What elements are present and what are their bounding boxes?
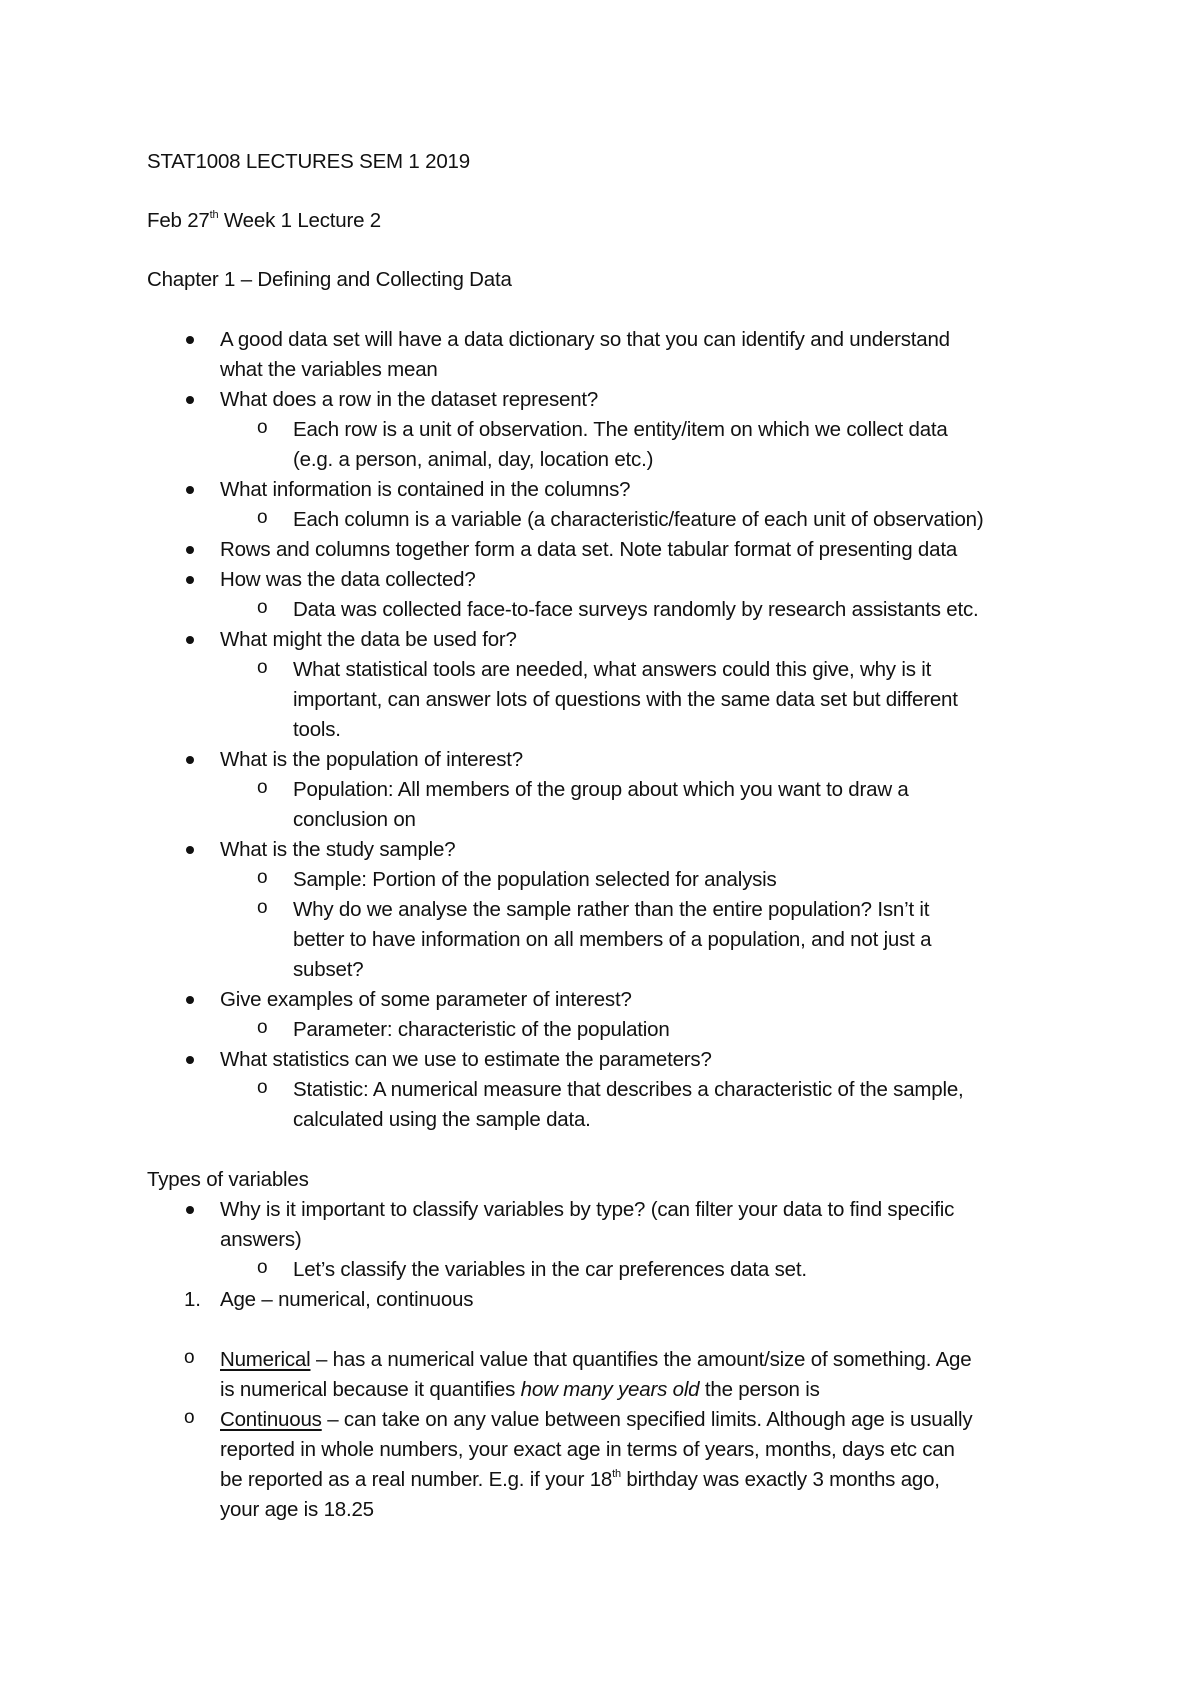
list-item-text: Population: All members of the group about which you want to draw a — [293, 778, 909, 801]
definition-text: be reported as a real number. E.g. if your 18 — [220, 1468, 613, 1491]
list-item-text: answers) — [220, 1228, 302, 1251]
sub-bullet-icon: o — [184, 1407, 195, 1428]
list-item-text: calculated using the sample data. — [293, 1108, 591, 1131]
sub-bullet-icon: o — [257, 777, 268, 798]
list-item-text: subset? — [293, 958, 364, 981]
definition-superscript: th — [612, 1468, 621, 1481]
definition-text: the person is — [699, 1378, 820, 1401]
sub-bullet-icon: o — [257, 1017, 268, 1038]
bullet-dot-icon — [186, 1056, 194, 1064]
document-title: STAT1008 LECTURES SEM 1 2019 — [147, 150, 470, 173]
definition-text: birthday was exactly 3 months ago, — [620, 1468, 940, 1491]
date-text: Feb 27 — [147, 209, 210, 232]
list-item-text: Each column is a variable (a characteristic/feature of each unit of observation) — [293, 508, 984, 531]
sub-bullet-icon: o — [257, 597, 268, 618]
numbered-marker: 1. — [184, 1288, 201, 1311]
list-item-text: Rows and columns together form a data set. Note tabular format of presenting data — [220, 538, 958, 561]
sub-bullet-icon: o — [257, 1077, 268, 1098]
list-item-text: What information is contained in the columns? — [220, 478, 631, 501]
definition-text: – can take on any value between specified limits. Although age is usually — [321, 1408, 973, 1431]
definition-italic: how many years old — [520, 1378, 700, 1401]
list-item-text: What statistical tools are needed, what answers could this give, why is it — [293, 658, 932, 681]
bullet-dot-icon — [186, 846, 194, 854]
sub-bullet-icon: o — [257, 657, 268, 678]
list-item-text: important, can answer lots of questions with the same data set but different — [293, 688, 958, 711]
bullet-dot-icon — [186, 336, 194, 344]
date-line — [147, 207, 381, 235]
list-item-text: How was the data collected? — [220, 568, 476, 591]
continuous-definition-line: your age is 18.25 — [220, 1498, 374, 1521]
term-numerical: Numerical — [220, 1348, 311, 1371]
list-item-text: Each row is a unit of observation. The entity/item on which we collect data — [293, 418, 948, 441]
continuous-definition-line — [220, 1466, 940, 1494]
date-superscript: th — [209, 209, 219, 222]
bullet-dot-icon — [186, 1206, 194, 1214]
list-item-text: Sample: Portion of the population selected for analysis — [293, 868, 777, 891]
chapter-heading: Chapter 1 – Defining and Collecting Data — [147, 268, 512, 291]
list-item-text: (e.g. a person, animal, day, location etc.) — [293, 448, 654, 471]
sub-bullet-icon: o — [257, 507, 268, 528]
continuous-definition-line — [220, 1406, 972, 1434]
bullet-dot-icon — [186, 396, 194, 404]
list-item-text: Let’s classify the variables in the car preferences data set. — [293, 1258, 807, 1281]
sub-bullet-icon: o — [257, 867, 268, 888]
bullet-dot-icon — [186, 636, 194, 644]
list-item-text: tools. — [293, 718, 341, 741]
list-item-text: Give examples of some parameter of interest? — [220, 988, 632, 1011]
date-line-rest: Week 1 Lecture 2 — [218, 209, 381, 232]
sub-bullet-icon: o — [257, 1257, 268, 1278]
list-item-text: Parameter: characteristic of the population — [293, 1018, 670, 1041]
list-item-text: Statistic: A numerical measure that describes a characteristic of the sample, — [293, 1078, 964, 1101]
bullet-dot-icon — [186, 576, 194, 584]
sub-bullet-icon: o — [257, 897, 268, 918]
list-item-text: Why do we analyse the sample rather than the entire population? Isn’t it — [293, 898, 930, 921]
list-item-text: What might the data be used for? — [220, 628, 517, 651]
section-heading-types: Types of variables — [147, 1168, 309, 1191]
numbered-item-text: Age – numerical, continuous — [220, 1288, 474, 1311]
bullet-dot-icon — [186, 486, 194, 494]
list-item-text: What is the population of interest? — [220, 748, 523, 771]
list-item-text: conclusion on — [293, 808, 416, 831]
sub-bullet-icon: o — [184, 1347, 195, 1368]
list-item-text: What is the study sample? — [220, 838, 456, 861]
bullet-dot-icon — [186, 546, 194, 554]
sub-bullet-icon: o — [257, 417, 268, 438]
list-item-text: Why is it important to classify variables by type? (can filter your data to find specific — [220, 1198, 955, 1221]
list-item-text: What statistics can we use to estimate the parameters? — [220, 1048, 712, 1071]
term-continuous: Continuous — [220, 1408, 322, 1431]
continuous-definition-line: reported in whole numbers, your exact age in terms of years, months, days etc can — [220, 1438, 955, 1461]
numerical-definition-line — [220, 1376, 820, 1404]
list-item-text: Data was collected face-to-face surveys randomly by research assistants etc. — [293, 598, 979, 621]
definition-text: – has a numerical value that quantifies the amount/size of something. Age — [310, 1348, 972, 1371]
list-item-text: what the variables mean — [220, 358, 438, 381]
list-item-text: A good data set will have a data dictionary so that you can identify and understand — [220, 328, 950, 351]
list-item-text: What does a row in the dataset represent? — [220, 388, 599, 411]
bullet-dot-icon — [186, 756, 194, 764]
list-item-text: better to have information on all members of a population, and not just a — [293, 928, 932, 951]
numerical-definition-line — [220, 1346, 971, 1374]
definition-text: is numerical because it quantifies — [220, 1378, 521, 1401]
bullet-dot-icon — [186, 996, 194, 1004]
